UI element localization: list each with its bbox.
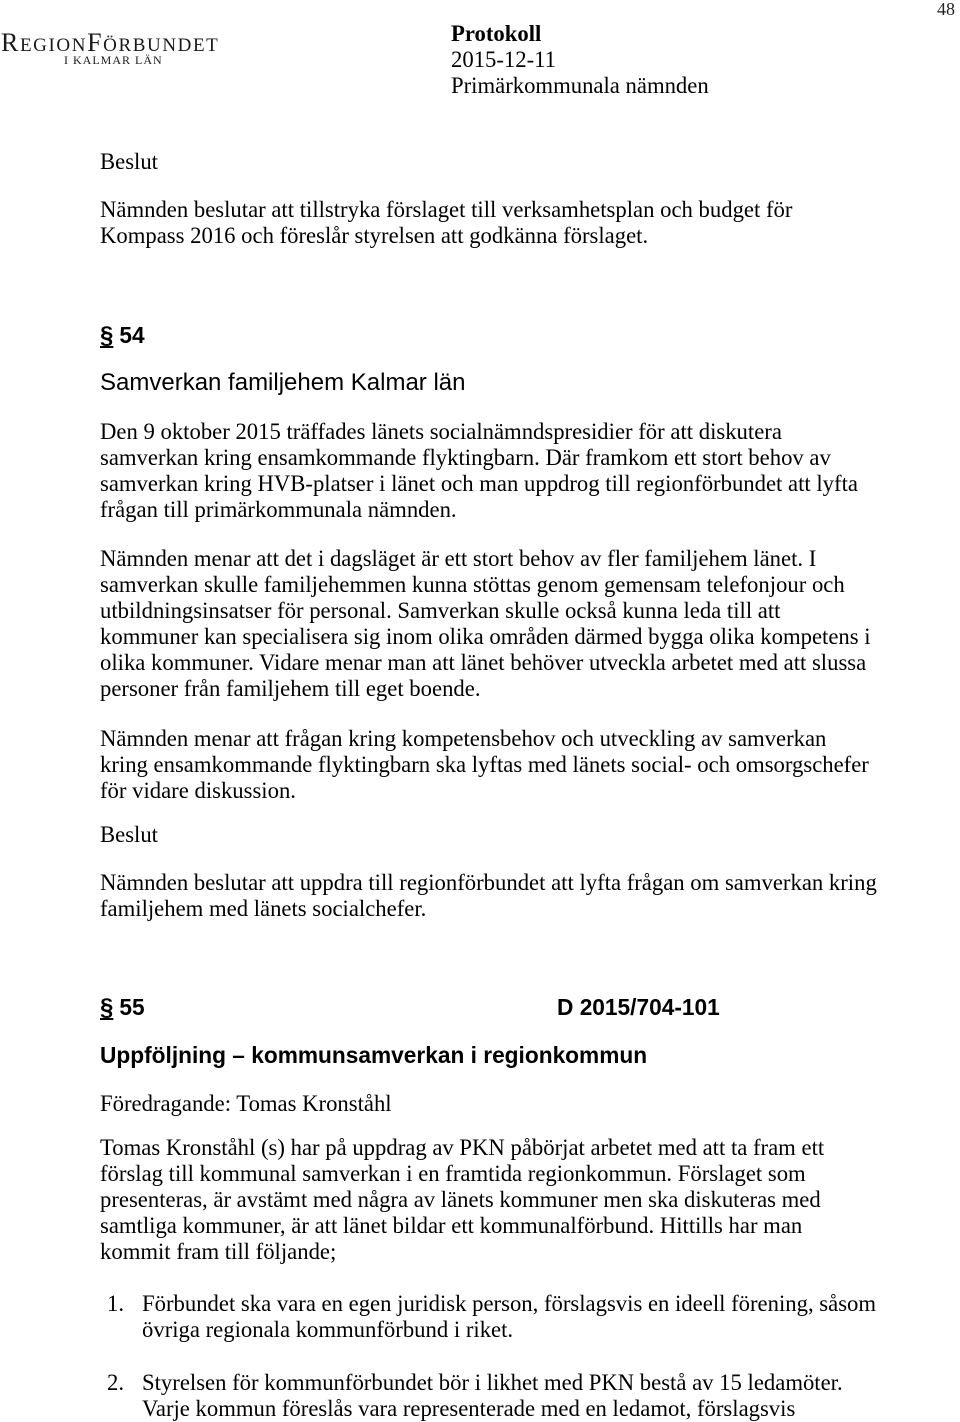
section-55-paragraph-1 [100, 1135, 824, 1265]
list-item [142, 1291, 876, 1343]
presenter-line: Föredragande: Tomas Kronståhl [100, 1091, 392, 1116]
text-line: Varje kommun föreslås vara representerade med en ledamot, förslagsvis [142, 1396, 796, 1421]
document-type: Protokoll [451, 21, 542, 46]
text-line: Nämnden menar att frågan kring kompetensbehov och utveckling av samverkan [100, 726, 827, 751]
text-line: Nämnden beslutar att tillstryka förslaget till verksamhetsplan och budget för [100, 197, 793, 222]
text-line: olika kommuner. Vidare menar man att länet behöver utveckla arbetet med att slussa [100, 650, 867, 675]
text-line: förslag till kommunal samverkan i en framtida regionkommun. Förslaget som [100, 1161, 806, 1186]
text-line: Tomas Kronståhl (s) har på uppdrag av PKN påbörjat arbetet med att ta fram ett [100, 1135, 825, 1160]
text-line: presenteras, är avstämt med några av länets kommuner men ska diskuteras med [100, 1187, 821, 1212]
section-55-title: Uppföljning – kommunsamverkan i regionkommun [100, 1042, 648, 1068]
text-line: familjehem med länets socialchefer. [100, 896, 427, 921]
text-line: för vidare diskussion. [100, 778, 296, 803]
protocol-header [451, 21, 709, 99]
text-line: Den 9 oktober 2015 träffades länets socialnämndspresidier för att diskutera [100, 419, 782, 444]
logo-word-forbundet: FÖRBUNDET [87, 28, 220, 57]
text-line: utbildningsinsatser för personal. Samverkan skulle också kunna leda till att [100, 598, 781, 623]
text-line: frågan till primärkommunala nämnden. [100, 497, 457, 522]
text-line: personer från familjehem till eget boende. [100, 676, 481, 701]
section-54-paragraph-3 [100, 726, 869, 804]
section-54-number [100, 322, 145, 349]
text-line: Styrelsen för kommunförbundet bör i likhet med PKN bestå av 15 ledamöter. [142, 1370, 843, 1395]
section-number: 54 [119, 322, 145, 348]
meeting-date: 2015-12-11 [451, 47, 557, 72]
section-55-number [100, 994, 145, 1021]
decision-heading: Beslut [100, 149, 158, 174]
text-line: Nämnden menar att det i dagsläget är ett stort behov av fler familjehem länet. I [100, 546, 817, 571]
text-line: Förbundet ska vara en egen juridisk person, förslagsvis en ideell förening, såsom [142, 1291, 877, 1316]
decision-paragraph [100, 197, 792, 249]
paragraph-sign: § [100, 322, 114, 349]
logo-word-region: REGION [1, 28, 88, 57]
text-line: samverkan skulle familjehemmen kunna stöttas genom gemensam telefonjour och [100, 572, 845, 597]
list-item [142, 1370, 843, 1422]
text-line: kring ensamkommande flyktingbarn ska lyftas med länets social- och omsorgschefer [100, 752, 869, 777]
section-54-decision [100, 870, 877, 922]
logo-subtitle: I KALMAR LÄN [64, 53, 163, 67]
committee-name: Primärkommunala nämnden [451, 73, 709, 98]
text-line: samtliga kommuner, är att länet bildar ett kommunalförbund. Hittills har man [100, 1213, 803, 1238]
paragraph-sign: § [100, 994, 114, 1021]
list-marker: 2. [107, 1370, 125, 1395]
text-line: övriga regionala kommunförbund i riket. [142, 1317, 514, 1342]
section-54-decision-heading: Beslut [100, 822, 158, 847]
section-54-paragraph-2 [100, 546, 871, 702]
list-marker: 1. [107, 1291, 125, 1316]
text-line: Nämnden beslutar att uppdra till regionförbundet att lyfta frågan om samverkan kring [100, 870, 877, 895]
diary-number: D 2015/704-101 [557, 994, 720, 1020]
text-line: Kompass 2016 och föreslår styrelsen att godkänna förslaget. [100, 223, 649, 248]
text-line: kommuner kan specialisera sig inom olika områden därmed bygga olika kompetens i [100, 624, 871, 649]
page-number: 48 [937, 0, 955, 19]
section-54-title: Samverkan familjehem Kalmar län [100, 369, 466, 396]
text-line: samverkan kring HVB-platser i länet och man uppdrog till regionförbundet att lyfta [100, 471, 858, 496]
text-line: samverkan kring ensamkommande flyktingbarn. Där framkom ett stort behov av [100, 445, 831, 470]
section-54-paragraph-1 [100, 419, 858, 523]
text-line: kommit fram till följande; [100, 1239, 337, 1264]
section-number: 55 [119, 994, 145, 1020]
